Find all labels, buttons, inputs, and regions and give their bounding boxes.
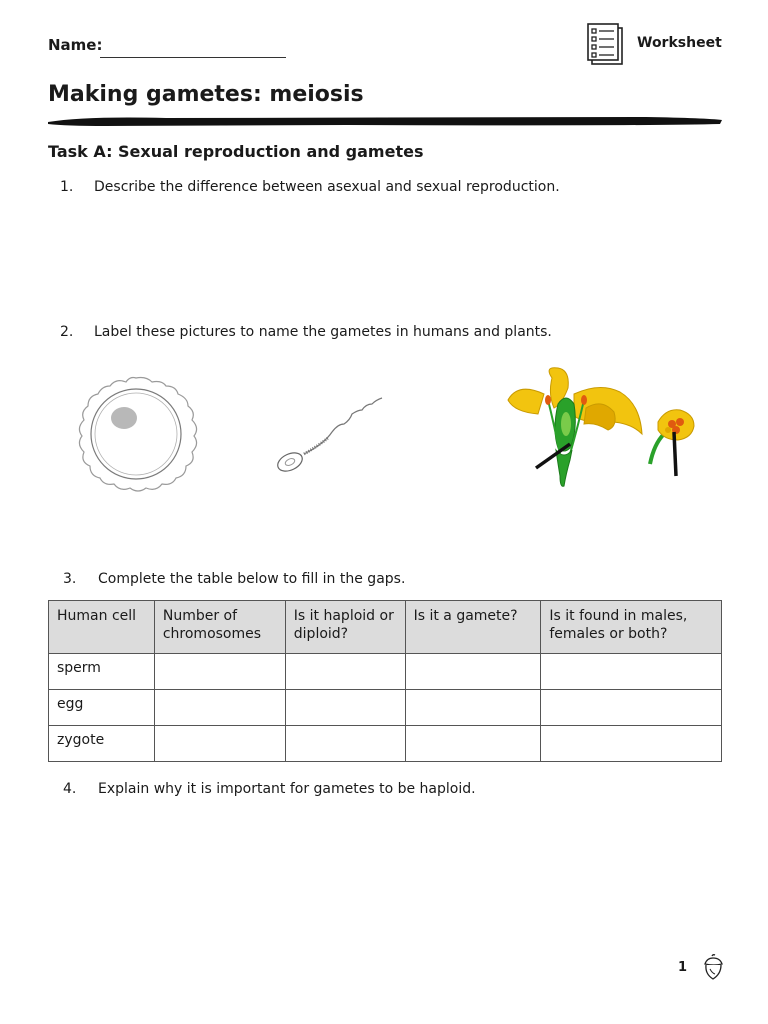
table-row: [49, 726, 722, 762]
worksheet-icon: [586, 22, 630, 66]
table-row: [49, 690, 722, 726]
question-number: 2.: [60, 324, 74, 340]
flower-image: [504, 364, 650, 492]
table-cell-blank[interactable]: [154, 654, 285, 690]
egg-cell-image: [70, 374, 202, 494]
column-header: Is it a gamete?: [405, 601, 541, 654]
table-cell-blank[interactable]: [154, 690, 285, 726]
task-heading: Task A: Sexual reproduction and gametes: [48, 142, 424, 161]
question-number: 4.: [63, 781, 77, 797]
table-cell-blank[interactable]: [405, 726, 541, 762]
gaps-table: [48, 600, 722, 762]
row-label: egg: [49, 690, 155, 726]
question-number: 1.: [60, 179, 74, 195]
name-field[interactable]: [100, 57, 286, 58]
question-text: Complete the table below to fill in the gaps.: [98, 571, 406, 587]
name-label: Name:: [48, 36, 103, 54]
question-text: Describe the difference between asexual and sexual reproduction.: [94, 179, 560, 195]
column-header: Is it haploid or diploid?: [285, 601, 405, 654]
answer-area[interactable]: [94, 204, 720, 314]
row-label: zygote: [49, 726, 155, 762]
table-row: [49, 654, 722, 690]
answer-area[interactable]: [98, 806, 720, 936]
table-cell-blank[interactable]: [541, 726, 722, 762]
acorn-icon: [702, 954, 724, 980]
table-cell-blank[interactable]: [285, 690, 405, 726]
table-cell-blank[interactable]: [154, 726, 285, 762]
table-header-row: [49, 601, 722, 654]
worksheet-label: Worksheet: [637, 35, 722, 51]
question-text: Explain why it is important for gametes to be haploid.: [98, 781, 476, 797]
table-cell-blank[interactable]: [405, 690, 541, 726]
column-header: Number of chromosomes: [154, 601, 285, 654]
title-underline: [46, 114, 724, 128]
table-cell-blank[interactable]: [541, 654, 722, 690]
table-cell-blank[interactable]: [285, 726, 405, 762]
sperm-cell-image: [272, 392, 388, 478]
question-number: 3.: [63, 571, 77, 587]
table-cell-blank[interactable]: [405, 654, 541, 690]
column-header: Human cell: [49, 601, 155, 654]
page-number: 1: [678, 960, 688, 975]
table-cell-blank[interactable]: [541, 690, 722, 726]
row-label: sperm: [49, 654, 155, 690]
column-header: Is it found in males, females or both?: [541, 601, 722, 654]
pollen-image: [640, 402, 700, 478]
page-title: Making gametes: meiosis: [48, 82, 364, 107]
question-text: Label these pictures to name the gametes in humans and plants.: [94, 324, 552, 340]
table-cell-blank[interactable]: [285, 654, 405, 690]
